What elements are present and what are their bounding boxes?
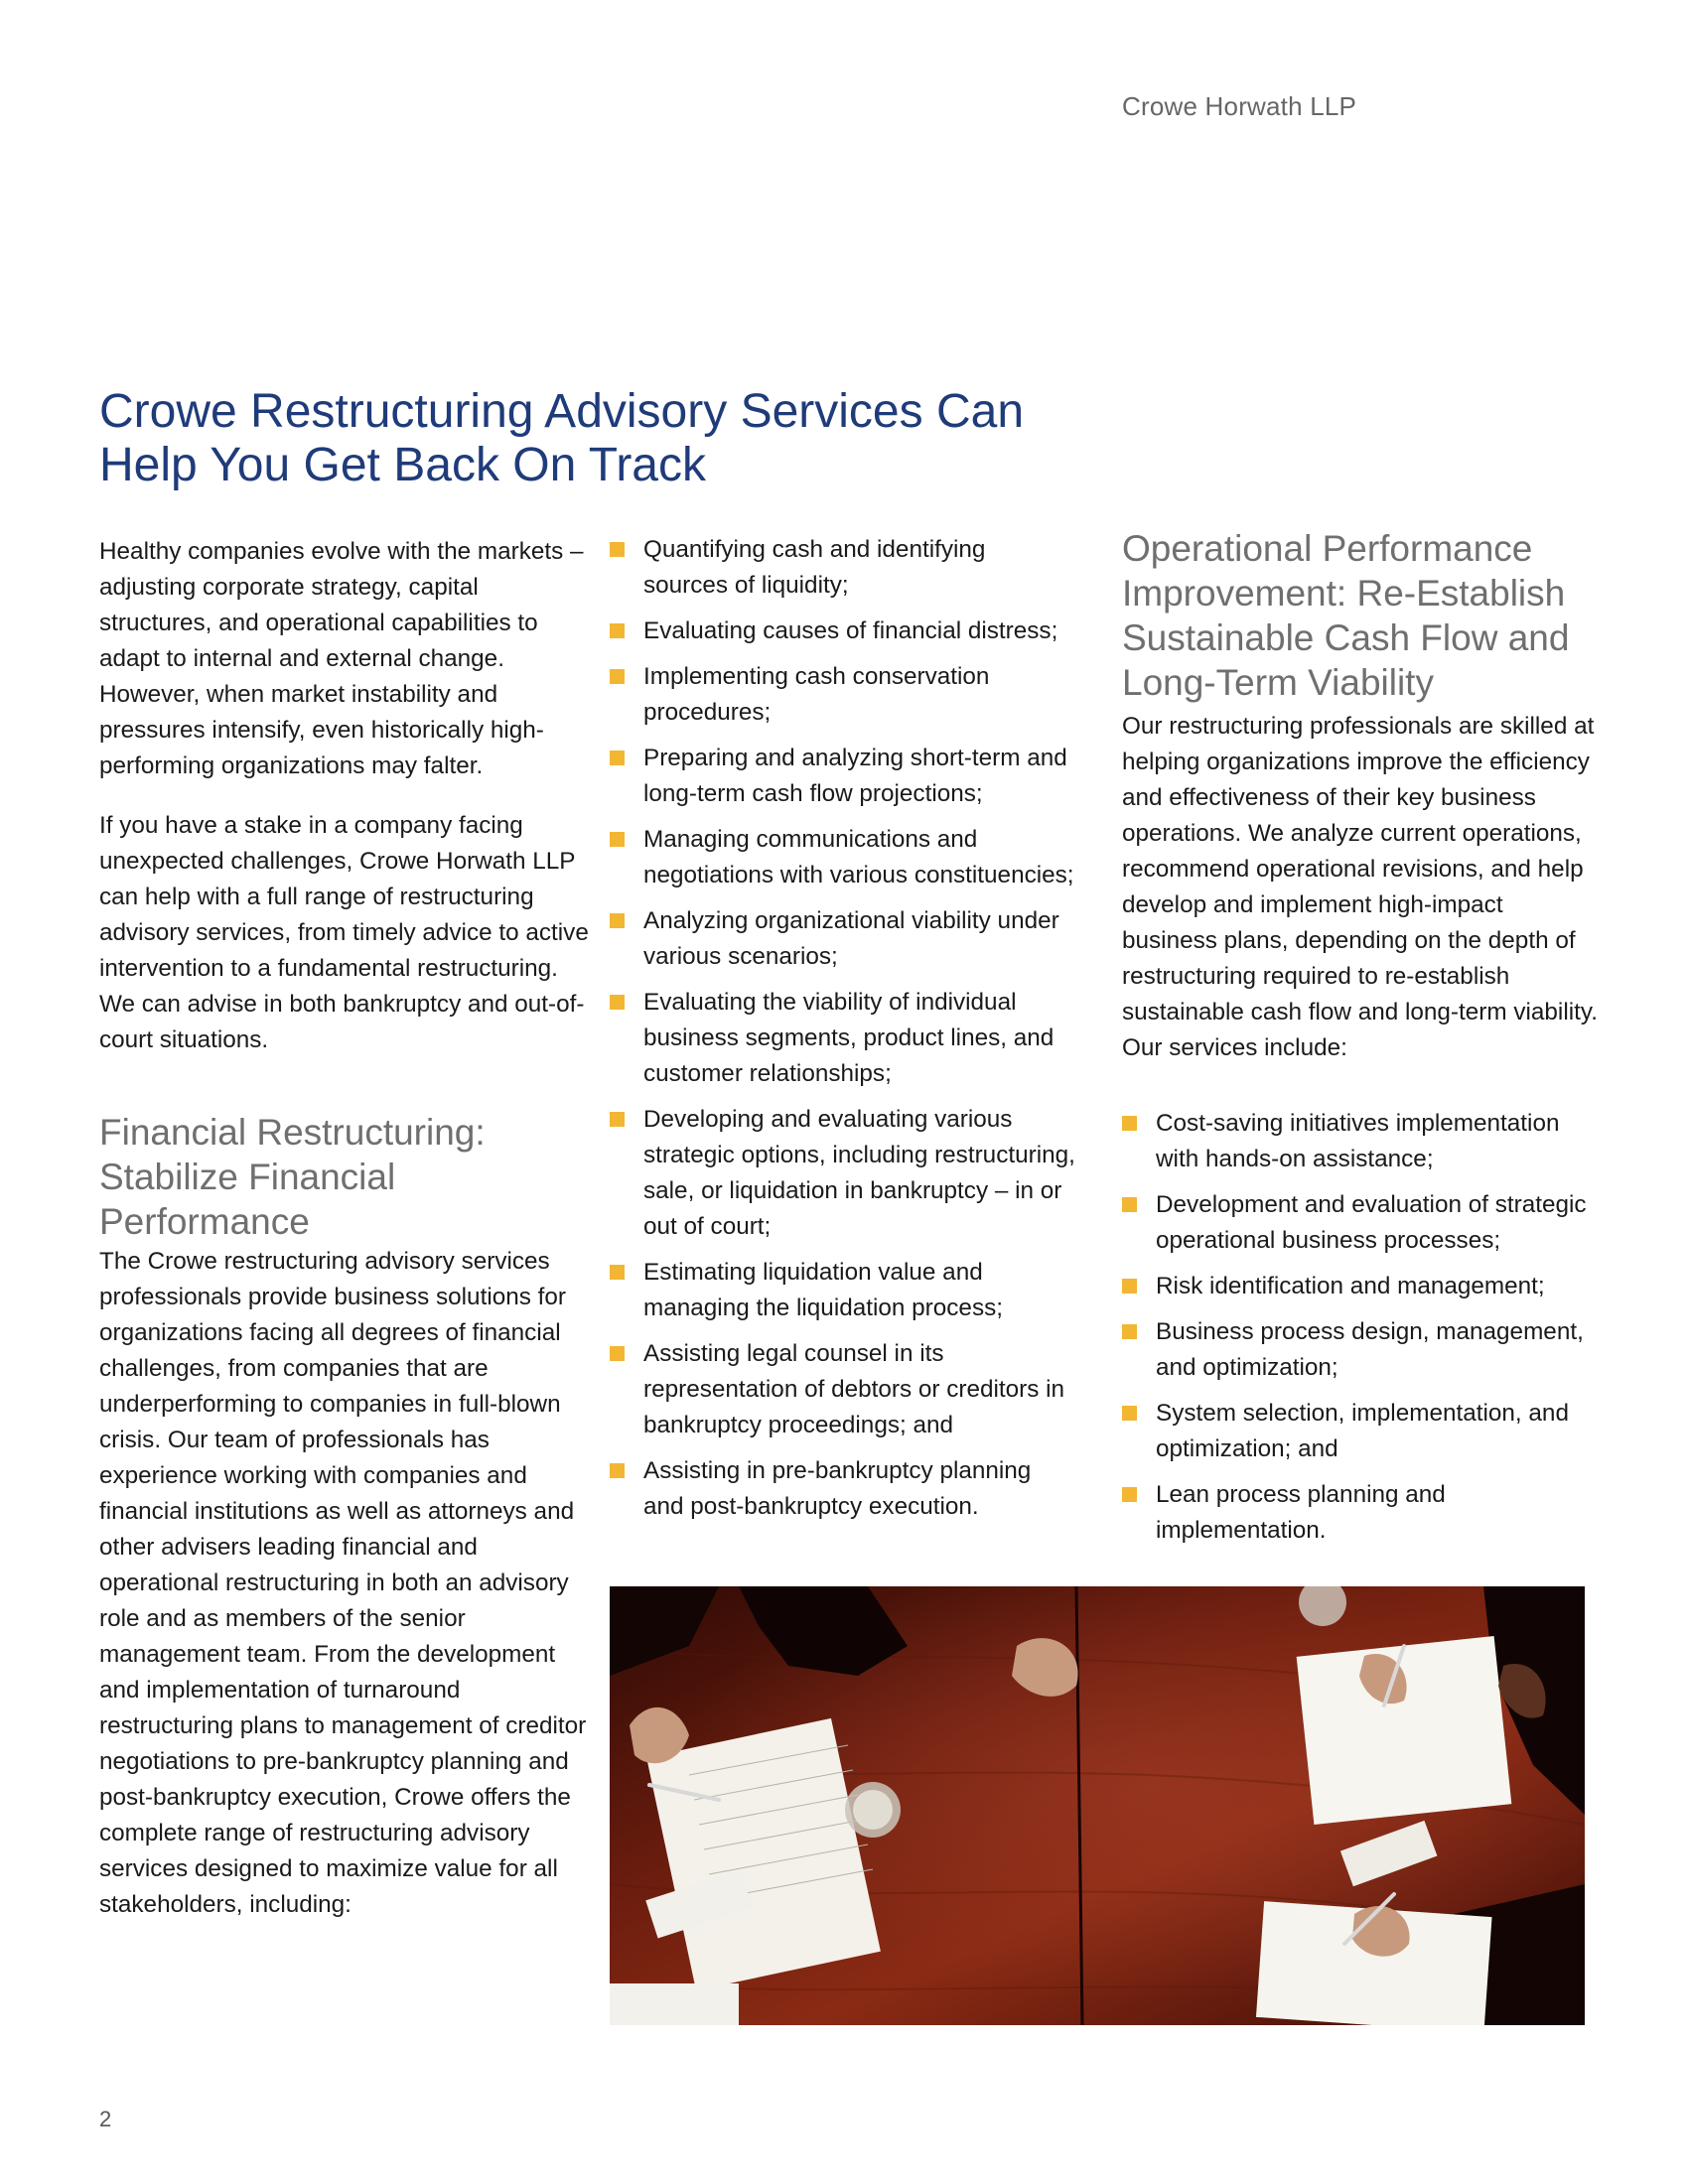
bullet-square-icon	[1122, 1116, 1137, 1131]
bullet-square-icon	[610, 913, 625, 928]
list-item: Evaluating causes of financial distress;	[610, 614, 1076, 649]
meeting-table-photo	[610, 1586, 1585, 2025]
bullet-square-icon	[610, 1463, 625, 1478]
bullet-square-icon	[610, 669, 625, 684]
list-item: Analyzing organizational viability under various scenarios;	[610, 903, 1076, 975]
list-item: Development and evaluation of strategic operational business processes;	[1122, 1187, 1599, 1259]
intro-paragraph-2: If you have a stake in a company facing unexpected challenges, Crowe Horwath LLP can help with a full range of restructuring advisory services, from timely advice to active intervention to a fundamental restructuring. We can advise in both bankruptcy and out-of-court situations.	[99, 812, 589, 1053]
bullet-square-icon	[1122, 1279, 1137, 1294]
page-number: 2	[99, 2107, 112, 2131]
operational-improvement-heading: Operational Performance Improvement: Re-Establish Sustainable Cash Flow and Long-Term Viability	[1122, 528, 1570, 703]
list-item: Managing communications and negotiations with various constituencies;	[610, 822, 1076, 893]
list-item: Quantifying cash and identifying sources of liquidity;	[610, 532, 1076, 604]
bullet-square-icon	[1122, 1324, 1137, 1339]
list-item: Assisting legal counsel in its representation of debtors or creditors in bankruptcy proceedings; and	[610, 1336, 1076, 1443]
bullet-square-icon	[610, 751, 625, 765]
list-item: Business process design, management, and optimization;	[1122, 1314, 1599, 1386]
bullet-square-icon	[610, 623, 625, 638]
list-item: Developing and evaluating various strategic options, including restructuring, sale, or liquidation in bankruptcy – in or out of court;	[610, 1102, 1076, 1245]
list-item: Lean process planning and implementation.	[1122, 1477, 1599, 1549]
list-item: Preparing and analyzing short-term and long-term cash flow projections;	[610, 741, 1076, 812]
list-item: Assisting in pre-bankruptcy planning and post-bankruptcy execution.	[610, 1453, 1076, 1525]
bullet-square-icon	[610, 1265, 625, 1280]
bullet-square-icon	[1122, 1487, 1137, 1502]
financial-restructuring-body: The Crowe restructuring advisory services professionals provide business solutions for organizations facing all degrees of financial challenges, from companies that are underperforming to companies in full-blown crisis. Our team of professionals has experience working with companies and financial institutions as well as attorneys and other advisers leading financial and operational restructuring in both an advisory role and as members of the senior management team. From the development and implementation of turnaround restructuring plans to management of creditor negotiations to pre-bankruptcy planning and post-bankruptcy execution, Crowe offers the complete range of restructuring advisory services designed to maximize value for all stakeholders, including:	[99, 1248, 587, 1918]
column-operational	[1122, 526, 1599, 1559]
list-item: Evaluating the viability of individual business segments, product lines, and customer relationships;	[610, 985, 1076, 1092]
list-item: System selection, implementation, and optimization; and	[1122, 1396, 1599, 1467]
column-intro	[99, 534, 596, 1923]
bullet-square-icon	[610, 1112, 625, 1127]
financial-restructuring-heading: Financial Restructuring: Stabilize Financial Performance	[99, 1112, 486, 1242]
bullet-square-icon	[610, 995, 625, 1010]
bullet-square-icon	[1122, 1197, 1137, 1212]
list-item: Risk identification and management;	[1122, 1269, 1599, 1304]
page-title: Crowe Restructuring Advisory Services Can Help You Get Back On Track	[99, 385, 1025, 491]
list-item: Implementing cash conservation procedures;	[610, 659, 1076, 731]
operational-bullet-list	[1122, 1106, 1599, 1549]
column-financial-bullets	[610, 532, 1076, 1535]
operational-improvement-body: Our restructuring professionals are skilled at helping organizations improve the efficiency and effectiveness of their key business operations. We analyze current operations, recommend operational revisions, and help develop and implement high-impact business plans, depending on the depth of restructuring required to re-establish sustainable cash flow and long-term viability. Our services include:	[1122, 713, 1598, 1061]
list-item: Estimating liquidation value and managing the liquidation process;	[610, 1255, 1076, 1326]
bullet-square-icon	[610, 1346, 625, 1361]
company-header: Crowe Horwath LLP	[1122, 91, 1357, 121]
bullet-square-icon	[1122, 1406, 1137, 1421]
financial-bullet-list	[610, 532, 1076, 1525]
bullet-square-icon	[610, 832, 625, 847]
list-item: Cost-saving initiatives implementation with hands-on assistance;	[1122, 1106, 1599, 1177]
bullet-square-icon	[610, 542, 625, 557]
intro-paragraph-1: Healthy companies evolve with the markets – adjusting corporate strategy, capital structures, and operational capabilities to adapt to internal and external change. However, when market instability and pressures intensify, even historically high-performing organizations may falter.	[99, 538, 584, 779]
